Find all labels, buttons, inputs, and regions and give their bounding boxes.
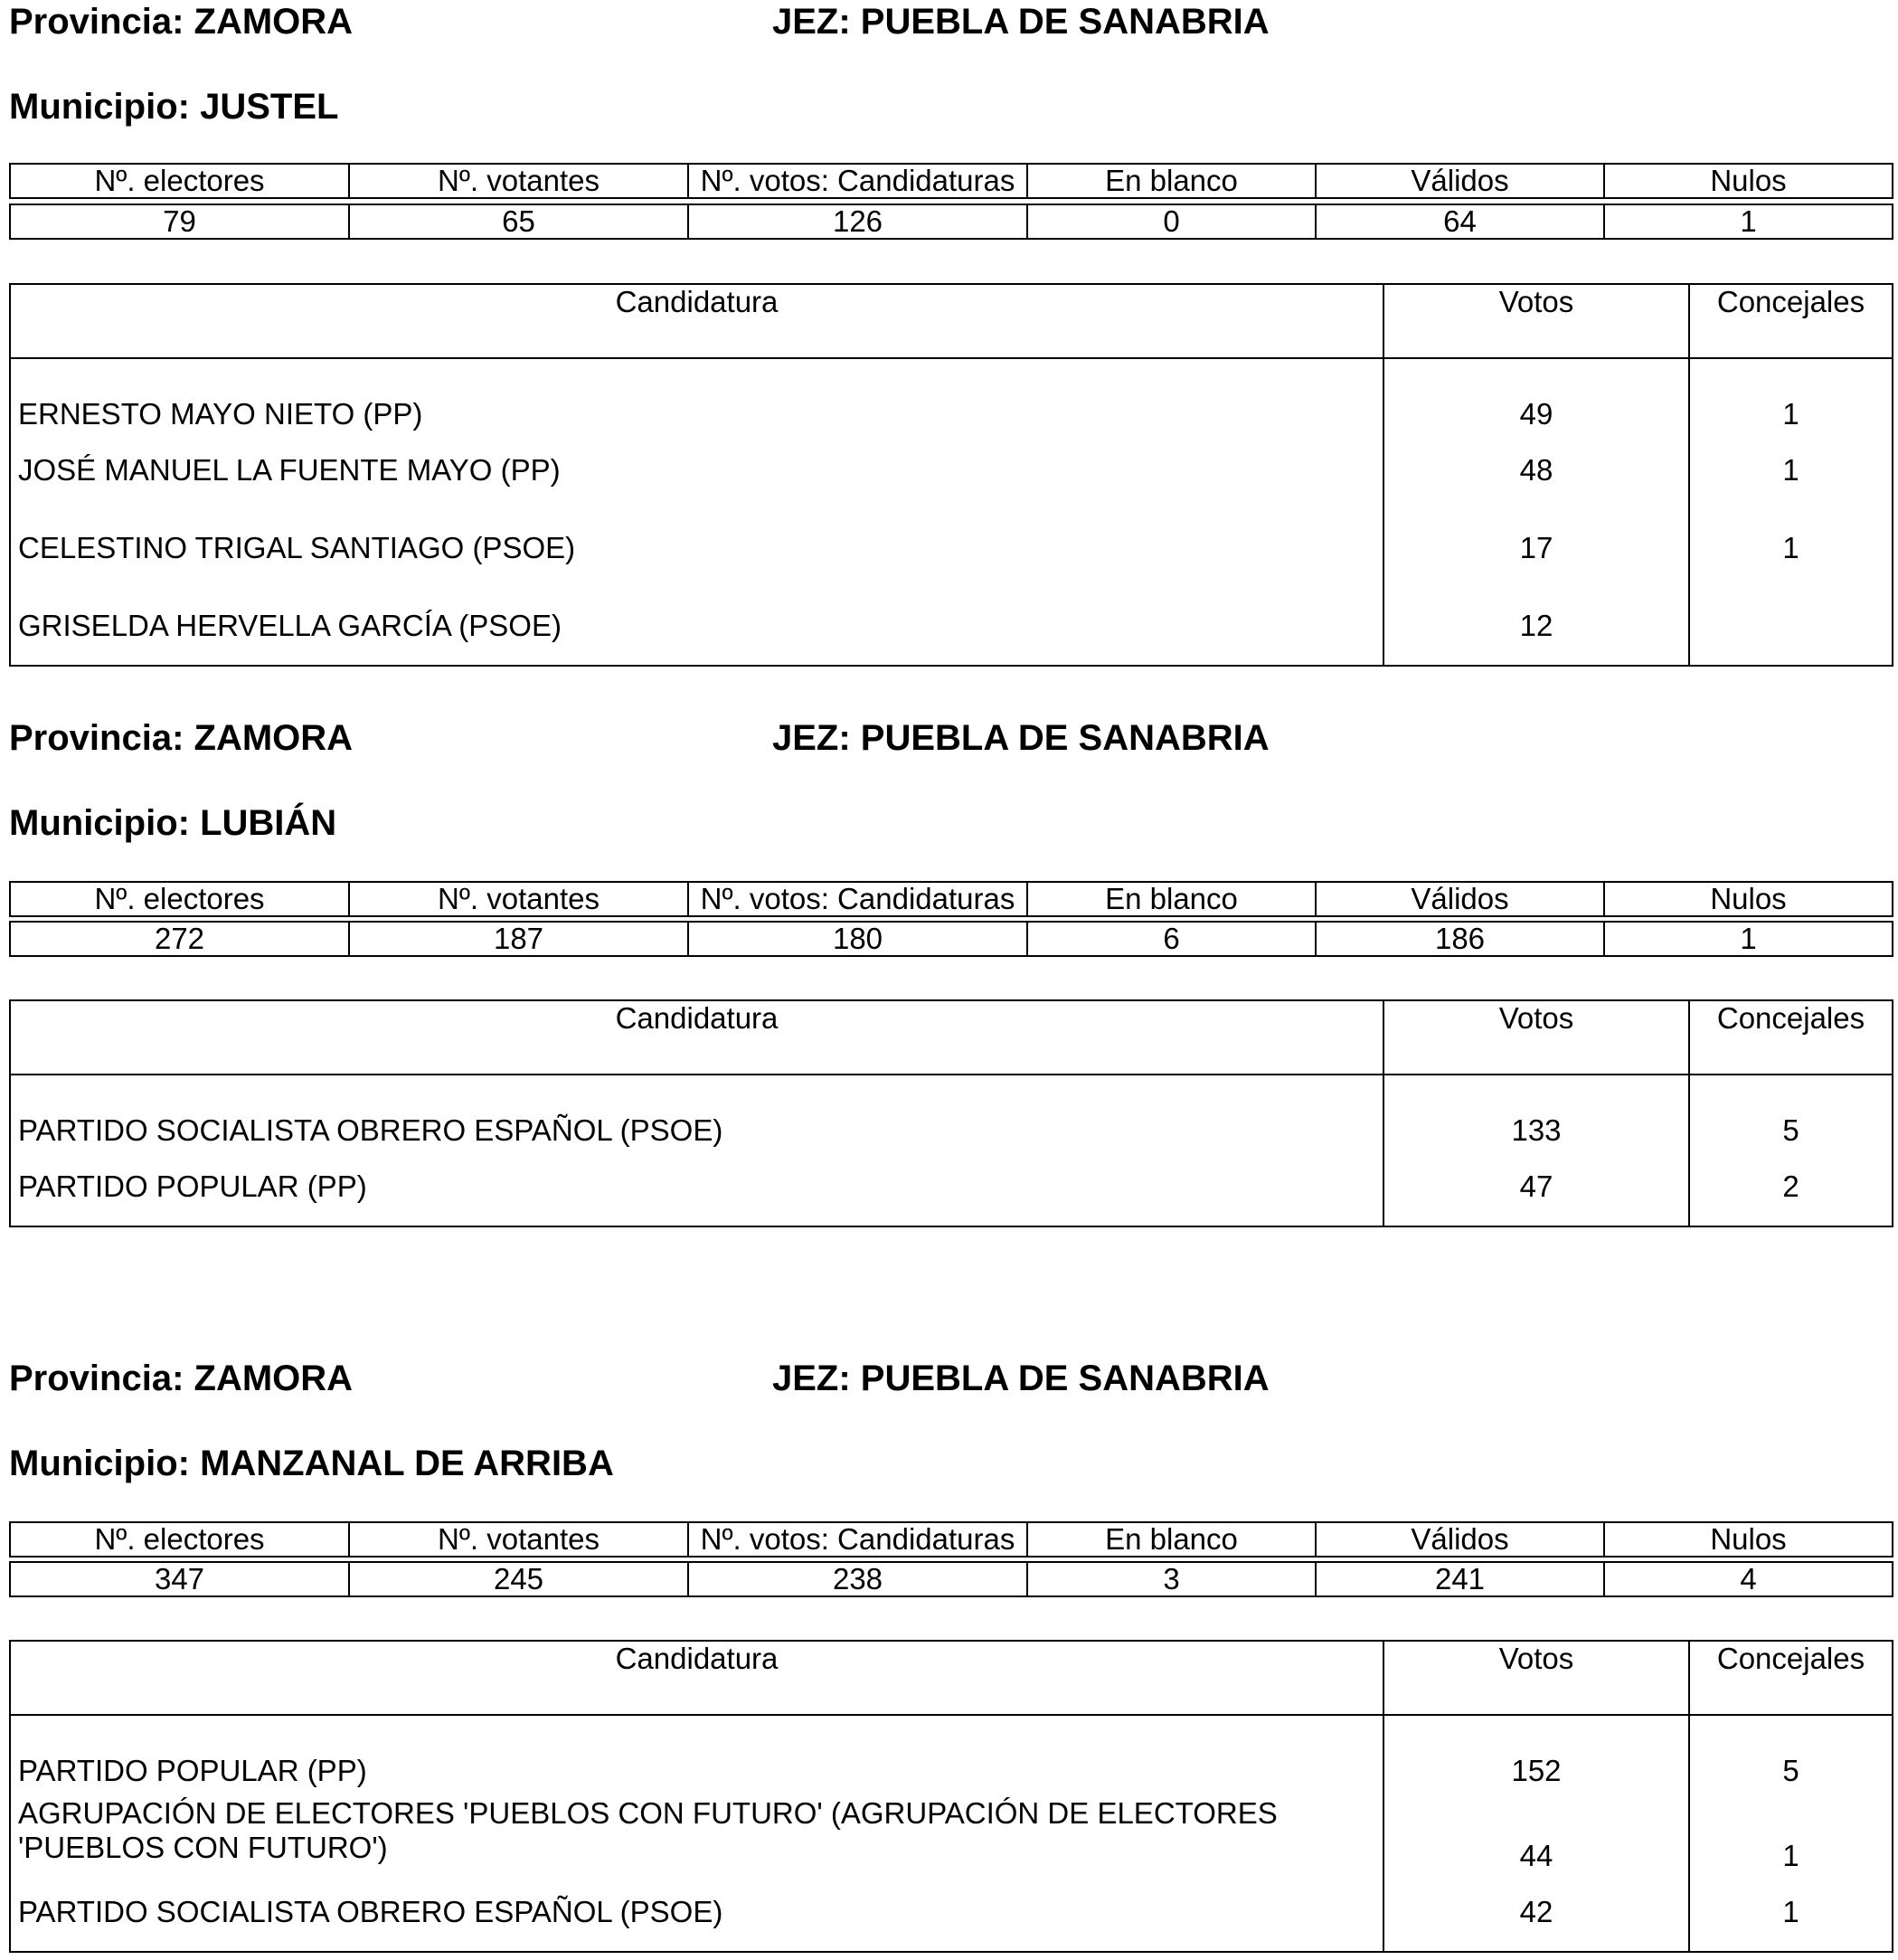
stats-header-row: [10, 882, 1893, 916]
concejales-header: Concejales: [1689, 1641, 1893, 1715]
candidate-votos: 44: [1383, 1788, 1689, 1873]
candidatura-header: Candidatura: [10, 1000, 1383, 1075]
candidate-row: [10, 1715, 1893, 1788]
stat-value: 187: [349, 922, 688, 956]
stats-values-table: [9, 1561, 1893, 1597]
candidate-concejales: 5: [1689, 1715, 1893, 1788]
stat-value: 272: [10, 922, 349, 956]
stat-value: 347: [10, 1562, 349, 1596]
candidate-name: PARTIDO POPULAR (PP): [10, 1715, 1383, 1788]
stat-header: Válidos: [1316, 164, 1604, 198]
candidate-concejales: 2: [1689, 1148, 1893, 1226]
stat-value: 3: [1027, 1562, 1316, 1596]
provincia-label: Provincia: ZAMORA: [9, 718, 354, 758]
provincia-label: Provincia: ZAMORA: [9, 1359, 354, 1398]
candidate-name: PARTIDO SOCIALISTA OBRERO ESPAÑOL (PSOE): [10, 1075, 1383, 1148]
stats-header-row: [10, 1522, 1893, 1557]
stat-value: 186: [1316, 922, 1604, 956]
stat-header: Nº. votantes: [349, 882, 688, 916]
municipio-title: Municipio: MANZANAL DE ARRIBA: [9, 1444, 614, 1483]
stat-value: 241: [1316, 1562, 1604, 1596]
stat-value: 180: [688, 922, 1027, 956]
candidate-concejales: [1689, 587, 1893, 666]
candidate-name: AGRUPACIÓN DE ELECTORES 'PUEBLOS CON FUTURO' (AGRUPACIÓN DE ELECTORES 'PUEBLOS CON FUTURO'): [10, 1788, 1383, 1873]
stat-header: Nulos: [1604, 882, 1893, 916]
candidate-votos: 47: [1383, 1148, 1689, 1226]
stat-header: Nº. votos: Candidaturas: [688, 882, 1027, 916]
candidate-name: GRISELDA HERVELLA GARCÍA (PSOE): [10, 587, 1383, 666]
jez-label: JEZ: PUEBLA DE SANABRIA: [772, 1359, 1270, 1398]
concejales-header: Concejales: [1689, 1000, 1893, 1075]
candidate-votos: 152: [1383, 1715, 1689, 1788]
candidate-votos: 12: [1383, 587, 1689, 666]
municipio-title: Municipio: LUBIÁN: [9, 803, 337, 843]
votos-header: Votos: [1383, 284, 1689, 358]
candidates-table: [9, 1640, 1893, 1953]
candidate-row: [10, 1075, 1893, 1148]
municipio-section-manzanal-de-arriba: [9, 1357, 1892, 1954]
candidate-row: [10, 1873, 1893, 1952]
votos-header: Votos: [1383, 1641, 1689, 1715]
stat-header: En blanco: [1027, 1522, 1316, 1557]
stat-header: Nulos: [1604, 1522, 1893, 1557]
stat-value: 0: [1027, 204, 1316, 239]
stat-value: 6: [1027, 922, 1316, 956]
candidate-row: [10, 587, 1893, 666]
candidate-name: ERNESTO MAYO NIETO (PP): [10, 358, 1383, 431]
stat-value: 1: [1604, 922, 1893, 956]
municipio-title: Municipio: JUSTEL: [9, 87, 339, 127]
stat-header: Nº. votos: Candidaturas: [688, 164, 1027, 198]
candidate-row: [10, 1148, 1893, 1226]
stat-value: 4: [1604, 1562, 1893, 1596]
candidate-concejales: 5: [1689, 1075, 1893, 1148]
stat-header: Nulos: [1604, 164, 1893, 198]
municipio-section-justel: [9, 0, 1892, 669]
stat-value: 245: [349, 1562, 688, 1596]
candidatura-header: Candidatura: [10, 1641, 1383, 1715]
candidate-name: PARTIDO SOCIALISTA OBRERO ESPAÑOL (PSOE): [10, 1873, 1383, 1952]
stat-value: 238: [688, 1562, 1027, 1596]
candidate-votos: 48: [1383, 431, 1689, 509]
stats-values-table: [9, 204, 1893, 240]
stats-header-row: [10, 164, 1893, 198]
candidate-row: [10, 358, 1893, 431]
stat-value: 64: [1316, 204, 1604, 239]
stats-table: [9, 1521, 1893, 1558]
jez-label: JEZ: PUEBLA DE SANABRIA: [772, 2, 1270, 42]
candidate-row: [10, 431, 1893, 509]
candidate-votos: 17: [1383, 509, 1689, 587]
candidate-name: JOSÉ MANUEL LA FUENTE MAYO (PP): [10, 431, 1383, 509]
candidate-concejales: 1: [1689, 358, 1893, 431]
stat-header: Válidos: [1316, 882, 1604, 916]
candidate-concejales: 1: [1689, 509, 1893, 587]
stat-value: 79: [10, 204, 349, 239]
stats-table: [9, 881, 1893, 917]
stat-value: 1: [1604, 204, 1893, 239]
stat-value: 65: [349, 204, 688, 239]
stats-value-row: [10, 922, 1893, 956]
stats-value-row: [10, 204, 1893, 239]
candidate-concejales: 1: [1689, 1788, 1893, 1873]
stat-header: En blanco: [1027, 164, 1316, 198]
stat-header: Nº. votantes: [349, 164, 688, 198]
candidates-header-row: [10, 284, 1893, 358]
candidate-name: PARTIDO POPULAR (PP): [10, 1148, 1383, 1226]
candidates-header-row: [10, 1641, 1893, 1715]
candidates-table: [9, 283, 1893, 667]
votos-header: Votos: [1383, 1000, 1689, 1075]
candidatura-header: Candidatura: [10, 284, 1383, 358]
stat-header: Nº. electores: [10, 164, 349, 198]
stats-value-row: [10, 1562, 1893, 1596]
jez-label: JEZ: PUEBLA DE SANABRIA: [772, 718, 1270, 758]
stat-header: Nº. votantes: [349, 1522, 688, 1557]
stat-value: 126: [688, 204, 1027, 239]
stat-header: Nº. electores: [10, 882, 349, 916]
candidate-votos: 133: [1383, 1075, 1689, 1148]
concejales-header: Concejales: [1689, 284, 1893, 358]
candidate-concejales: 1: [1689, 431, 1893, 509]
stat-header: Nº. electores: [10, 1522, 349, 1557]
stats-table: [9, 163, 1893, 199]
municipio-section-lubian: [9, 716, 1892, 1232]
candidate-votos: 42: [1383, 1873, 1689, 1952]
stat-header: Válidos: [1316, 1522, 1604, 1557]
stat-header: Nº. votos: Candidaturas: [688, 1522, 1027, 1557]
candidate-votos: 49: [1383, 358, 1689, 431]
provincia-label: Provincia: ZAMORA: [9, 2, 354, 42]
candidates-header-row: [10, 1000, 1893, 1075]
candidate-row: [10, 509, 1893, 587]
candidate-concejales: 1: [1689, 1873, 1893, 1952]
stats-values-table: [9, 921, 1893, 957]
candidate-row: [10, 1788, 1893, 1873]
candidate-name: CELESTINO TRIGAL SANTIAGO (PSOE): [10, 509, 1383, 587]
stat-header: En blanco: [1027, 882, 1316, 916]
candidates-table: [9, 999, 1893, 1227]
